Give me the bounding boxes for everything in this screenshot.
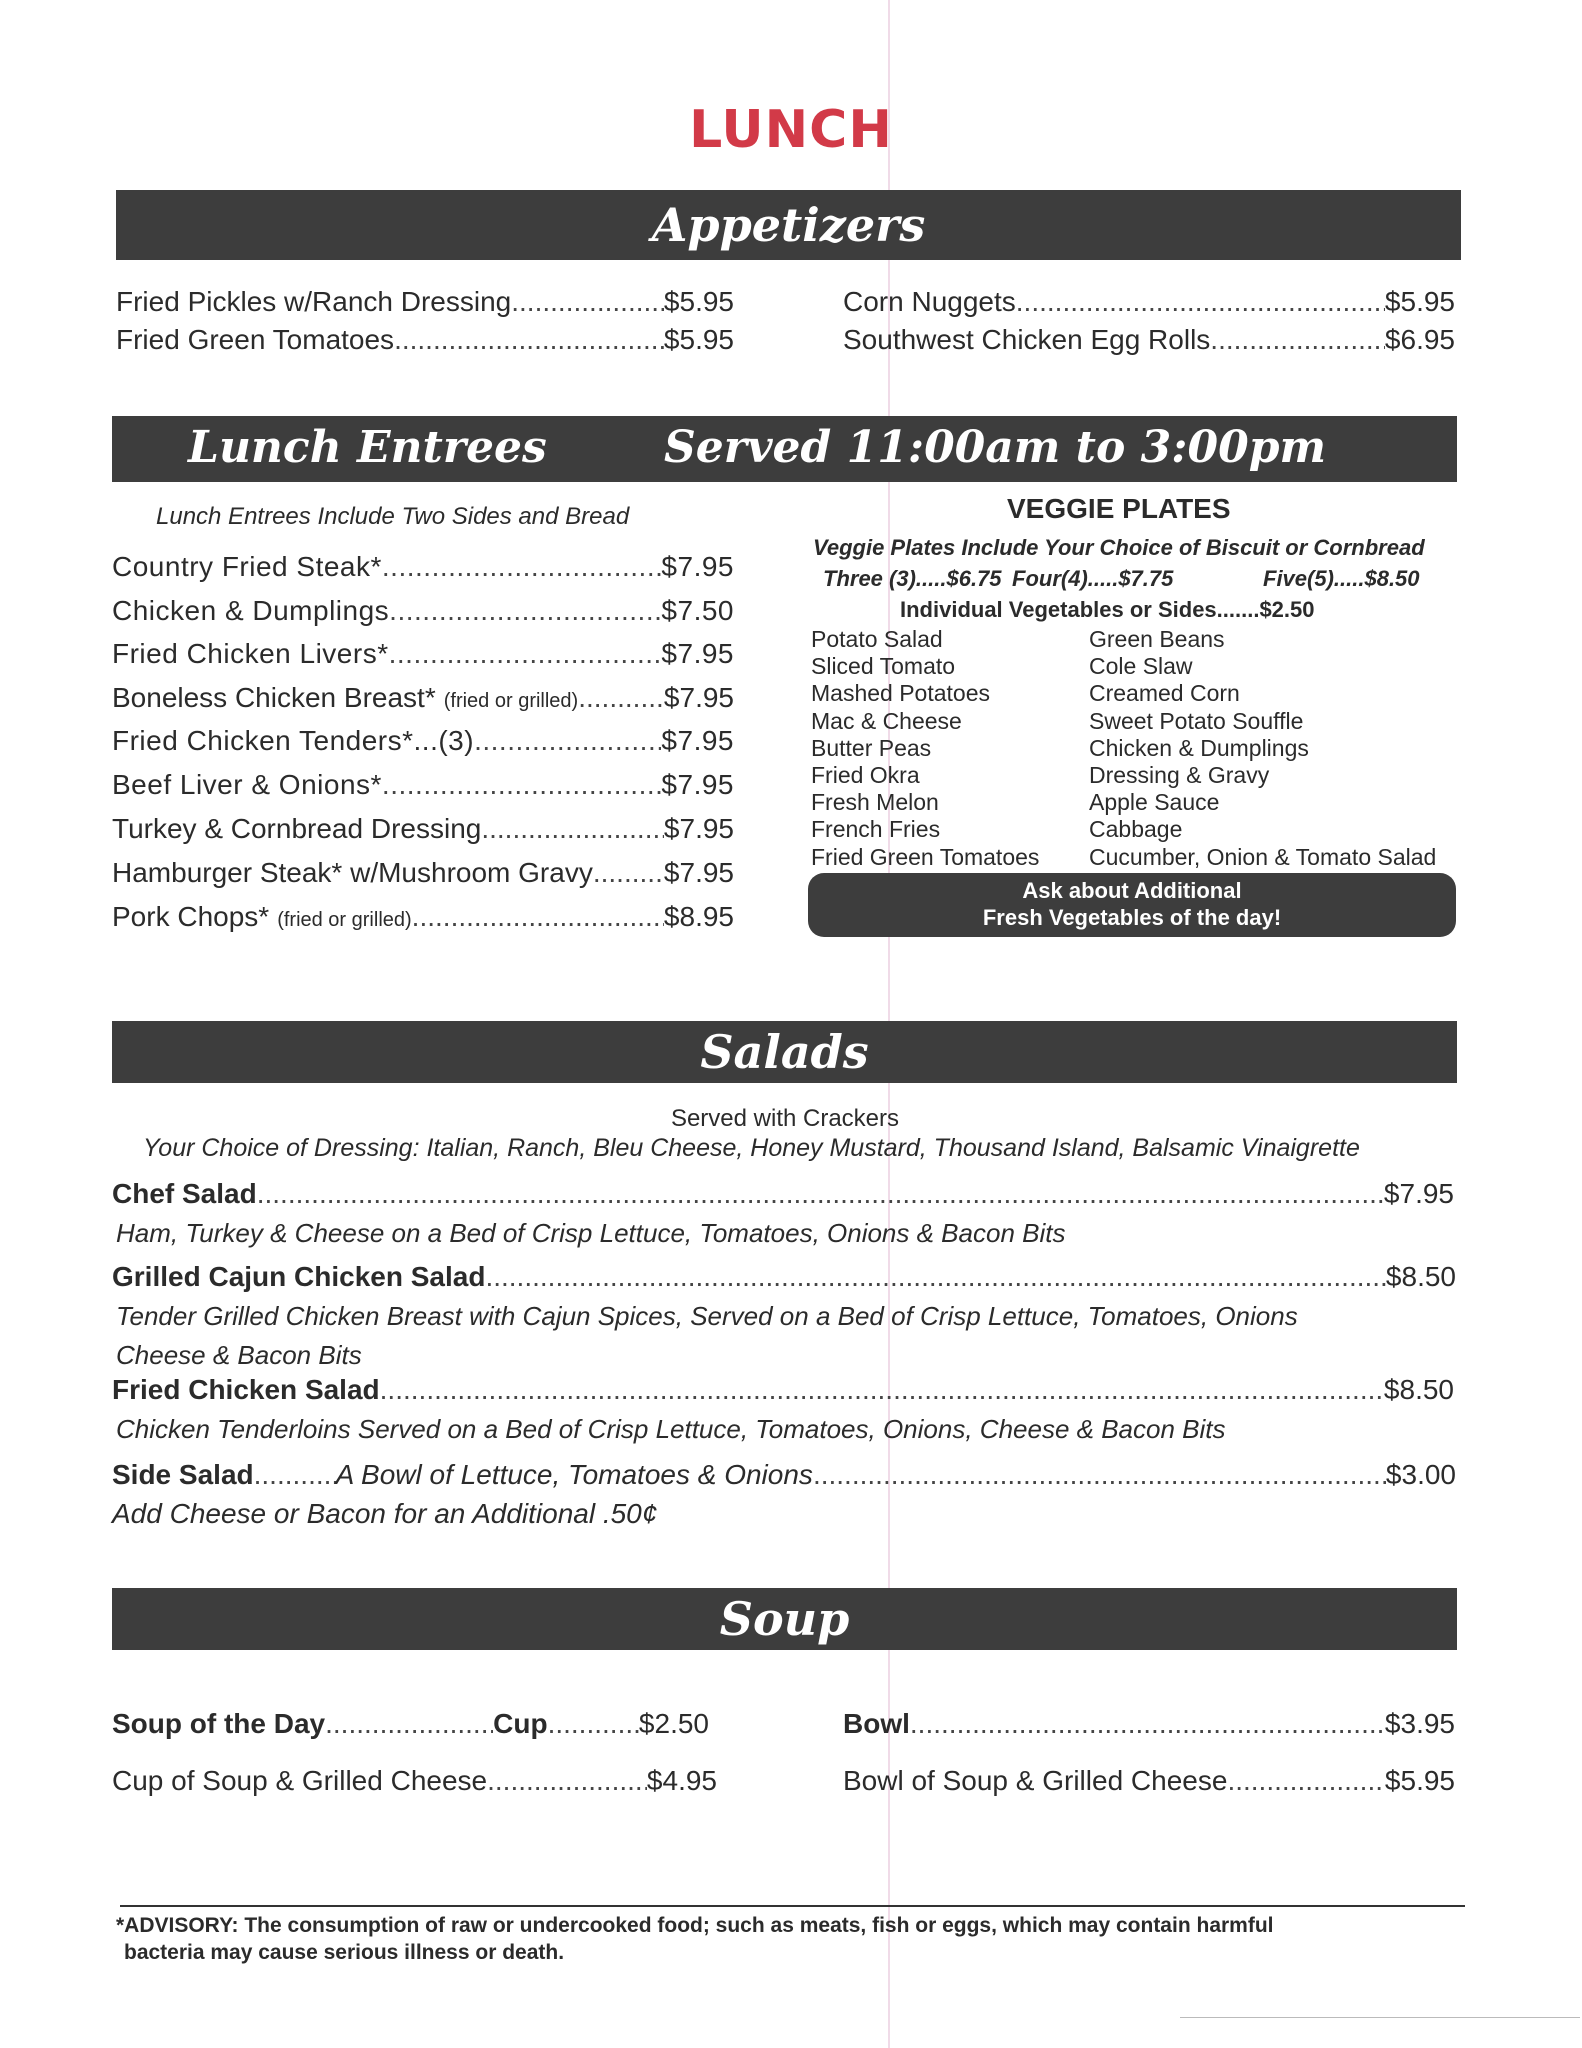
veggie-plates-heading: VEGGIE PLATES [1007,493,1231,524]
item-price: $8.50 [1383,1374,1454,1405]
salad-item [112,1178,1454,1210]
item-price: $7.95 [1383,1178,1454,1209]
item-name: Fried Green Tomatoes [116,324,395,355]
item-price: $5.95 [1384,286,1455,317]
salad-item [112,1459,1456,1491]
entree-item [112,857,734,889]
salad-item [112,1374,1454,1406]
callout-line-2: Fresh Vegetables of the day! [982,905,1282,930]
vegetable-item: Cabbage [1089,816,1183,843]
salad-description: Ham, Turkey & Cheese on a Bed of Crisp Lettuce, Tomatoes, Onions & Bacon Bits [116,1218,1066,1248]
vegetable-item: Cucumber, Onion & Tomato Salad [1089,843,1437,870]
entree-item [112,769,734,801]
vegetable-item: Butter Peas [811,734,932,761]
veggie-price-four: Four(4).....$7.75 [1012,566,1174,591]
advisory-line-2: bacteria may cause serious illness or death. [124,1941,565,1964]
soup-item [843,1765,1455,1797]
vegetable-item: Fresh Melon [811,789,939,816]
scan-edge-line [1180,2017,1580,2018]
veggie-intro: Veggie Plates Include Your Choice of Biscuit or Cornbread [813,535,1425,560]
item-price: $2.50 [638,1708,709,1739]
cup-label: Cup [493,1708,548,1739]
vegetable-item: Sliced Tomato [811,653,956,680]
item-name: Bowl of Soup & Grilled Cheese [843,1765,1228,1796]
entree-item [112,638,734,670]
item-name: Side Salad [112,1459,254,1490]
item-price: $8.95 [663,901,734,932]
fresh-vegetables-callout [808,873,1456,937]
item-name: Boneless Chicken Breast* [112,682,436,713]
item-name: Fried Chicken Salad [112,1374,380,1405]
appetizer-item [843,286,1455,318]
item-price: $7.95 [661,769,734,800]
lunch-entrees-banner [112,416,1457,482]
item-price: $8.50 [1385,1261,1456,1292]
item-name: Turkey & Cornbread Dressing [112,813,482,844]
veggie-price-three: Three (3).....$6.75 [823,566,1002,591]
vegetable-item: Chicken & Dumplings [1089,734,1309,761]
item-price: $7.95 [661,638,734,669]
vegetable-item: Mashed Potatoes [811,680,991,707]
vegetable-item: Apple Sauce [1089,789,1220,816]
item-price: $7.95 [663,682,734,713]
vegetable-list-right [1089,626,1436,871]
item-name: Fried Pickles w/Ranch Dressing [116,286,512,317]
vegetable-list-left [811,626,1039,871]
entree-item [112,682,734,714]
item-price: $4.95 [646,1765,717,1796]
item-name: Soup of the Day [112,1708,326,1739]
item-name: Hamburger Steak* w/Mushroom Gravy [112,857,593,888]
salad-description: Tender Grilled Chicken Breast with Cajun Spices, Served on a Bed of Crisp Lettuce, Tomatoes, Onions [116,1301,1298,1331]
item-price: $3.00 [1385,1459,1456,1490]
item-name: Southwest Chicken Egg Rolls [843,324,1211,355]
vegetable-item: Potato Salad [811,626,943,652]
item-name: Country Fried Steak* [112,551,382,582]
entree-item [112,901,734,933]
served-hours: Served 11:00am to 3:00pm [664,422,1327,473]
advisory-divider [120,1905,1465,1907]
salad-item [112,1261,1456,1293]
lunch-entrees-heading: Lunch Entrees [188,422,547,473]
item-description: A Bowl of Lettuce, Tomatoes & Onions [335,1459,813,1490]
appetizer-item [843,324,1455,356]
item-price: $7.50 [661,595,734,626]
item-price: $5.95 [1384,1765,1455,1796]
dressing-choices: Your Choice of Dressing: Italian, Ranch, Bleu Cheese, Honey Mustard, Thousand Island, Balsamic Vinaigrette [143,1134,1360,1162]
item-note: (fried or grilled) [443,690,579,712]
appetizers-banner [116,190,1461,260]
entree-item [112,725,734,757]
advisory-note [116,1912,1274,1966]
appetizer-item [116,324,734,356]
callout-line-1: Ask about Additional [1022,878,1242,903]
item-name: Fried Chicken Tenders*...(3) [112,725,475,756]
vegetable-item: French Fries [811,816,941,843]
vegetable-item: Fried Green Tomatoes [811,843,1040,870]
vegetable-item: Fried Okra [811,761,920,788]
vegetable-item: Cole Slaw [1089,653,1193,680]
item-name: Fried Chicken Livers* [112,638,389,669]
item-price: $7.95 [661,725,734,756]
item-name: Pork Chops* [112,901,270,932]
salad-description-continued: Cheese & Bacon Bits [116,1340,362,1370]
item-name: Bowl [843,1708,910,1739]
vegetable-item: Creamed Corn [1089,680,1240,707]
vegetable-item: Dressing & Gravy [1089,761,1270,788]
veggie-price-five: Five(5).....$8.50 [1263,566,1420,591]
item-name: Chicken & Dumplings [112,595,390,626]
vegetable-item: Green Beans [1089,626,1225,652]
item-note: (fried or grilled) [277,909,412,931]
salads-served-with: Served with Crackers [670,1105,900,1132]
item-price: $3.95 [1384,1708,1455,1739]
item-price: $7.95 [663,813,734,844]
appetizer-item [116,286,734,318]
soup-banner [112,1588,1457,1650]
entrees-intro: Lunch Entrees Include Two Sides and Bread [156,503,630,530]
salads-heading: Salads [700,1025,869,1079]
vegetable-item: Mac & Cheese [811,707,962,734]
advisory-line-1: *ADVISORY: The consumption of raw or undercooked food; such as meats, fish or eggs, which may contain harmful [116,1914,1274,1937]
soup-item [843,1708,1455,1740]
item-price: $5.95 [663,324,734,355]
item-name: Corn Nuggets [843,286,1016,317]
individual-sides-price: Individual Vegetables or Sides.......$2.50 [900,597,1315,622]
appetizers-heading: Appetizers [651,198,926,252]
item-price: $7.95 [663,857,734,888]
salad-description: Chicken Tenderloins Served on a Bed of Crisp Lettuce, Tomatoes, Onions, Cheese & Bacon Bits [116,1414,1226,1444]
item-name: Cup of Soup & Grilled Cheese [112,1765,488,1796]
item-price: $5.95 [663,286,734,317]
entree-item [112,595,734,627]
salad-addon-note: Add Cheese or Bacon for an Additional .50¢ [112,1498,658,1529]
entree-item [112,813,734,845]
item-name: Beef Liver & Onions* [112,769,382,800]
item-price: $7.95 [661,551,734,582]
item-name: Grilled Cajun Chicken Salad [112,1261,486,1292]
item-price: $6.95 [1384,324,1455,355]
soup-item [112,1708,709,1740]
soup-heading: Soup [719,1592,850,1646]
salads-banner [112,1021,1457,1083]
page-title: LUNCH [689,100,893,160]
vegetable-item: Sweet Potato Souffle [1089,707,1304,734]
entree-item [112,551,734,583]
item-name: Chef Salad [112,1178,257,1209]
soup-item [112,1765,717,1797]
